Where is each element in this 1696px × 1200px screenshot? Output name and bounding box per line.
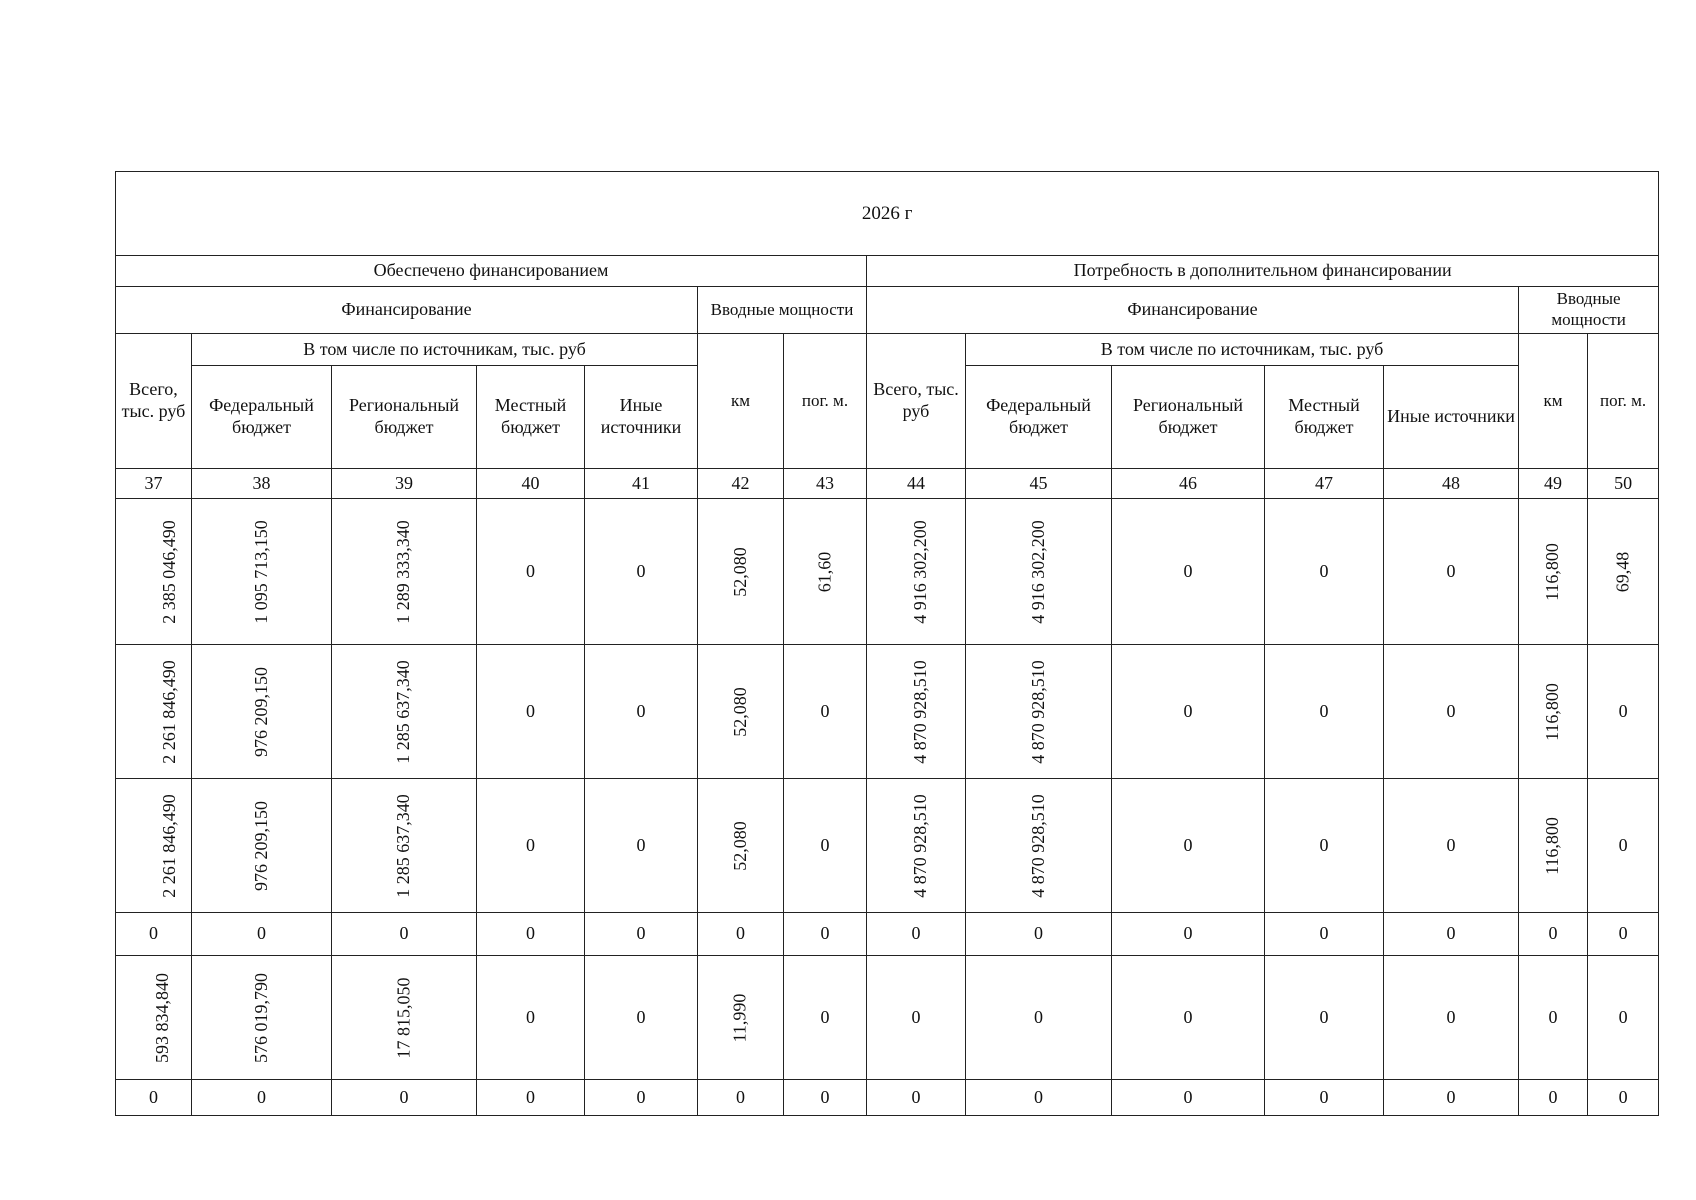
- cell-value: 0: [736, 923, 745, 944]
- column-number: 41: [585, 469, 698, 499]
- table-cell: [332, 956, 477, 1080]
- additional-km-header: км: [1519, 334, 1588, 469]
- column-number: 38: [192, 469, 332, 499]
- table-cell: [784, 645, 867, 779]
- table-cell: [784, 913, 867, 956]
- cell-value: 52,080: [729, 686, 750, 737]
- table-cell: [1112, 499, 1265, 645]
- table-cell: [1588, 779, 1659, 913]
- table-cell: [585, 499, 698, 645]
- table-cell: [1265, 1080, 1384, 1116]
- cell-value: 976 209,150: [250, 800, 271, 891]
- table-cell: [1112, 1080, 1265, 1116]
- cell-value: 0: [911, 1006, 921, 1027]
- cell-value: 0: [911, 923, 921, 944]
- cell-value: 0: [820, 1086, 830, 1107]
- cell-value: 0: [636, 834, 646, 855]
- cell-value: 4 870 928,510: [1027, 793, 1048, 898]
- table-row: [116, 779, 1659, 913]
- cell-value: 1 289 333,340: [393, 519, 414, 624]
- cell-value: 0: [149, 1086, 158, 1107]
- cell-value: 0: [820, 1006, 830, 1027]
- table-cell: [1519, 956, 1588, 1080]
- table-row: [116, 499, 1659, 645]
- table-cell: [477, 499, 585, 645]
- cell-value: 0: [1446, 923, 1456, 944]
- cell-value: 0: [1183, 834, 1193, 855]
- table-cell: [966, 779, 1112, 913]
- table-cell: [867, 499, 966, 645]
- cell-value: 0: [1183, 1086, 1193, 1107]
- table-cell: [1519, 1080, 1588, 1116]
- table-cell: [1588, 499, 1659, 645]
- table-cell: [1519, 645, 1588, 779]
- column-number: 48: [1384, 469, 1519, 499]
- cell-value: 0: [736, 1086, 745, 1107]
- cell-value: 52,080: [729, 820, 750, 871]
- cell-value: 0: [526, 1086, 535, 1107]
- cell-value: 0: [1618, 923, 1628, 944]
- table-cell: [1384, 779, 1519, 913]
- financing-table: [115, 171, 1659, 1116]
- cell-value: 4 870 928,510: [909, 659, 930, 764]
- cell-value: 2 385 046,490: [158, 519, 179, 624]
- cell-value: 0: [149, 923, 158, 944]
- cell-value: 0: [636, 1006, 646, 1027]
- column-number: 45: [966, 469, 1112, 499]
- additional-financing-header: Финансирование: [867, 287, 1519, 334]
- cell-value: 0: [1446, 1006, 1456, 1027]
- header-subgroup-row: [116, 287, 1659, 334]
- provided-pm-header: пог. м.: [784, 334, 867, 469]
- header-sources-row: [116, 334, 1659, 366]
- cell-value: 11,990: [729, 993, 750, 1042]
- cell-value: 0: [636, 923, 646, 944]
- cell-value: 1 285 637,340: [393, 793, 414, 898]
- table-cell: [332, 645, 477, 779]
- cell-value: 4 916 302,200: [909, 519, 930, 624]
- cell-value: 1 095 713,150: [250, 519, 271, 624]
- provided-regional-header: Региональный бюджет: [332, 366, 477, 469]
- cell-value: 0: [1446, 1086, 1456, 1107]
- cell-value: 0: [1618, 1006, 1628, 1027]
- header-group-row: [116, 256, 1659, 287]
- table-cell: [1588, 645, 1659, 779]
- column-number: 46: [1112, 469, 1265, 499]
- column-number: 40: [477, 469, 585, 499]
- cell-value: 2 261 846,490: [158, 793, 179, 898]
- table-cell: [1384, 1080, 1519, 1116]
- cell-value: 0: [1548, 1006, 1558, 1027]
- table-cell: [698, 956, 784, 1080]
- cell-value: 52,080: [729, 546, 750, 597]
- table-cell: [585, 779, 698, 913]
- table-cell: [698, 779, 784, 913]
- table-cell: [966, 645, 1112, 779]
- provided-km-header: км: [698, 334, 784, 469]
- table-cell: [698, 913, 784, 956]
- provided-federal-header: Федеральный бюджет: [192, 366, 332, 469]
- cell-value: 4 916 302,200: [1027, 519, 1048, 624]
- cell-value: 0: [1034, 923, 1043, 944]
- cell-value: 1 285 637,340: [393, 659, 414, 764]
- cell-value: 116,800: [1542, 682, 1563, 741]
- table-cell: [1112, 645, 1265, 779]
- cell-value: 0: [526, 700, 535, 721]
- table-cell: [192, 956, 332, 1080]
- table-cell: [1265, 913, 1384, 956]
- cell-value: 4 870 928,510: [909, 793, 930, 898]
- cell-value: 4 870 928,510: [1027, 659, 1048, 764]
- cell-value: 0: [1618, 700, 1628, 721]
- column-number: 42: [698, 469, 784, 499]
- cell-value: 0: [820, 923, 830, 944]
- table-cell: [867, 779, 966, 913]
- cell-value: 0: [636, 560, 646, 581]
- table-cell: [192, 1080, 332, 1116]
- cell-value: 0: [636, 1086, 646, 1107]
- column-number: 49: [1519, 469, 1588, 499]
- table-row: [116, 645, 1659, 779]
- column-number: 39: [332, 469, 477, 499]
- cell-value: 116,800: [1542, 816, 1563, 875]
- cell-value: 61,60: [814, 551, 835, 592]
- cell-value: 116,800: [1542, 542, 1563, 601]
- table-cell: [332, 499, 477, 645]
- additional-federal-header: Федеральный бюджет: [966, 366, 1112, 469]
- table-cell: [192, 779, 332, 913]
- cell-value: 0: [820, 834, 830, 855]
- cell-value: 0: [1446, 560, 1456, 581]
- table-cell: [585, 645, 698, 779]
- additional-regional-header: Региональный бюджет: [1112, 366, 1265, 469]
- provided-capacity-header: Вводные мощности: [698, 287, 867, 334]
- table-cell: [784, 956, 867, 1080]
- additional-group-header: Потребность в дополнительном финансировании: [867, 256, 1659, 287]
- table-cell: [1265, 499, 1384, 645]
- table-cell: [332, 1080, 477, 1116]
- table-cell: [966, 1080, 1112, 1116]
- header-year-row: [116, 172, 1659, 256]
- additional-pm-header: пог. м.: [1588, 334, 1659, 469]
- cell-value: 0: [1319, 1006, 1329, 1027]
- table-cell: [966, 913, 1112, 956]
- table-cell: [332, 913, 477, 956]
- table-cell: [867, 645, 966, 779]
- table-cell: [1384, 499, 1519, 645]
- table-cell: [116, 499, 192, 645]
- column-number: 43: [784, 469, 867, 499]
- table-cell: [116, 956, 192, 1080]
- table-cell: [1112, 913, 1265, 956]
- cell-value: 0: [1319, 560, 1329, 581]
- table-cell: [477, 645, 585, 779]
- cell-value: 0: [257, 923, 266, 944]
- table-cell: [1384, 956, 1519, 1080]
- table-cell: [1265, 645, 1384, 779]
- table-cell: [784, 499, 867, 645]
- cell-value: 0: [1446, 700, 1456, 721]
- cell-value: 0: [1034, 1006, 1043, 1027]
- table-cell: [116, 1080, 192, 1116]
- cell-value: 0: [257, 1086, 266, 1107]
- cell-value: 0: [526, 834, 535, 855]
- cell-value: 0: [1319, 700, 1329, 721]
- table-cell: [1519, 499, 1588, 645]
- year-header: 2026 г: [116, 172, 1659, 256]
- table-row: [116, 913, 1659, 956]
- table-row: [116, 956, 1659, 1080]
- table-cell: [867, 1080, 966, 1116]
- cell-value: 0: [820, 700, 830, 721]
- cell-value: 0: [1319, 923, 1329, 944]
- cell-value: 0: [399, 923, 409, 944]
- provided-financing-header: Финансирование: [116, 287, 698, 334]
- additional-total-header: Всего, тыс. руб: [867, 334, 966, 469]
- cell-value: 0: [1319, 834, 1329, 855]
- cell-value: 0: [1183, 923, 1193, 944]
- table-cell: [698, 1080, 784, 1116]
- cell-value: 0: [399, 1086, 409, 1107]
- table-cell: [585, 1080, 698, 1116]
- table-cell: [784, 779, 867, 913]
- provided-sources-header: В том числе по источникам, тыс. руб: [192, 334, 698, 366]
- cell-value: 0: [526, 1006, 535, 1027]
- column-number: 44: [867, 469, 966, 499]
- cell-value: 593 834,840: [152, 972, 173, 1063]
- table-cell: [477, 913, 585, 956]
- cell-value: 0: [526, 923, 535, 944]
- additional-other-header: Иные источники: [1384, 366, 1519, 469]
- table-cell: [966, 499, 1112, 645]
- cell-value: 976 209,150: [250, 666, 271, 757]
- table-cell: [867, 956, 966, 1080]
- table-cell: [698, 499, 784, 645]
- column-number: 37: [116, 469, 192, 499]
- cell-value: 0: [1183, 560, 1193, 581]
- cell-value: 2 261 846,490: [158, 659, 179, 764]
- table-cell: [1265, 779, 1384, 913]
- column-numbers-row: [116, 469, 1659, 499]
- table-cell: [698, 645, 784, 779]
- table-cell: [1588, 956, 1659, 1080]
- table-cell: [477, 779, 585, 913]
- table-cell: [1519, 913, 1588, 956]
- cell-value: 0: [1319, 1086, 1329, 1107]
- table-cell: [116, 645, 192, 779]
- table-cell: [192, 913, 332, 956]
- cell-value: 0: [1548, 1086, 1558, 1107]
- table-cell: [966, 956, 1112, 1080]
- table-cell: [477, 1080, 585, 1116]
- provided-total-header: Всего, тыс. руб: [116, 334, 192, 469]
- table-cell: [585, 956, 698, 1080]
- table-cell: [1519, 779, 1588, 913]
- additional-sources-header: В том числе по источникам, тыс. руб: [966, 334, 1519, 366]
- provided-group-header: Обеспечено финансированием: [116, 256, 867, 287]
- table-cell: [1112, 956, 1265, 1080]
- table-cell: [1384, 913, 1519, 956]
- table-cell: [867, 913, 966, 956]
- cell-value: 17 815,050: [393, 976, 414, 1058]
- table-cell: [1265, 956, 1384, 1080]
- additional-local-header: Местный бюджет: [1265, 366, 1384, 469]
- table-cell: [477, 956, 585, 1080]
- cell-value: 0: [1034, 1086, 1043, 1107]
- additional-capacity-header: Вводные мощности: [1519, 287, 1659, 334]
- cell-value: 0: [1548, 923, 1558, 944]
- cell-value: 0: [526, 560, 535, 581]
- cell-value: 0: [1183, 700, 1193, 721]
- cell-value: 0: [1618, 834, 1628, 855]
- table-cell: [1112, 779, 1265, 913]
- column-number: 50: [1588, 469, 1659, 499]
- table-cell: [585, 913, 698, 956]
- table-row: [116, 1080, 1659, 1116]
- table-cell: [116, 779, 192, 913]
- cell-value: 0: [1183, 1006, 1193, 1027]
- table-cell: [784, 1080, 867, 1116]
- table-cell: [1588, 913, 1659, 956]
- cell-value: 0: [1446, 834, 1456, 855]
- cell-value: 69,48: [1612, 551, 1633, 592]
- table-cell: [1384, 645, 1519, 779]
- cell-value: 0: [636, 700, 646, 721]
- table-cell: [116, 913, 192, 956]
- column-number: 47: [1265, 469, 1384, 499]
- cell-value: 576 019,790: [250, 972, 271, 1063]
- data-rows: [116, 499, 1659, 1116]
- table-cell: [192, 499, 332, 645]
- table-cell: [332, 779, 477, 913]
- provided-local-header: Местный бюджет: [477, 366, 585, 469]
- cell-value: 0: [1618, 1086, 1628, 1107]
- provided-other-header: Иные источники: [585, 366, 698, 469]
- table-cell: [1588, 1080, 1659, 1116]
- cell-value: 0: [911, 1086, 921, 1107]
- table-cell: [192, 645, 332, 779]
